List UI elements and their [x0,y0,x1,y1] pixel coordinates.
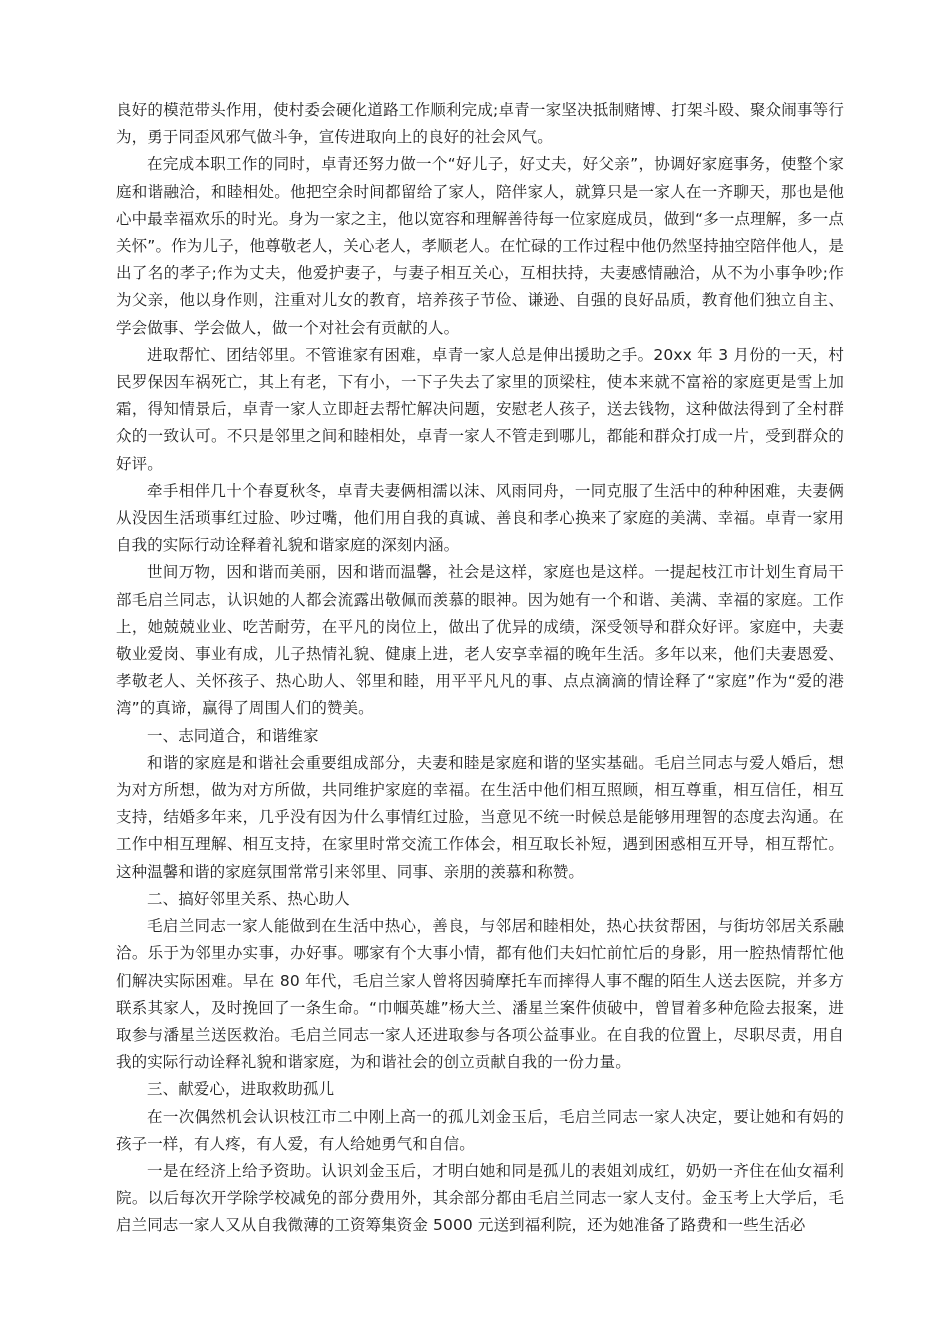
paragraph-4: 牵手相伴几十个春夏秋冬，卓青夫妻俩相濡以沫、风雨同舟，一同克服了生活中的种种困难，夫妻俩从没因生活琐事红过脸、吵过嘴，他们用自我的真诚、善良和孝心换来了家庭的美满、幸福。卓青一家用自我的实际行动诠释着礼貌和谐家庭的深刻内涵。 [116,481,844,555]
paragraph-8: 在一次偶然机会认识枝江市二中刚上高一的孤儿刘金玉后，毛启兰同志一家人决定，要让她和有妈的孩子一样，有人疼，有人爱，有人给她勇气和自信。 [116,1107,844,1153]
paragraph-3: 进取帮忙、团结邻里。不管谁家有困难，卓青一家人总是伸出援助之手。20xx 年 3 月份的一天，村民罗保因车祸死亡，其上有老，下有小，一下子失去了家里的顶梁柱，使本来就不富裕的家庭更是雪上加霜，得知情景后，卓青一家人立即赶去帮忙解决问题，安慰老人孩子，送去钱物，这种做法得到了全村群众的一致认可。不只是邻里之间和睦相处，卓青一家人不管走到哪儿，都能和群众打成一片，受到群众的好评。 [116,345,844,473]
document-body [116,97,844,1240]
section-heading-2: 二、搞好邻里关系、热心助人 [147,889,350,908]
section-heading-3: 三、献爱心，进取救助孤儿 [147,1080,335,1099]
paragraph-5: 世间万物，因和谐而美丽，因和谐而温馨，社会是这样，家庭也是这样。一提起枝江市计划生育局干部毛启兰同志，认识她的人都会流露出敬佩而羡慕的眼神。因为她有一个和谐、美满、幸福的家庭。工作上，她兢兢业业、吃苦耐劳，在平凡的岗位上，做出了优异的成绩，深受领导和群众好评。家庭中，夫妻敬业爱岗、事业有成，儿子热情礼貌、健康上进，老人安享幸福的晚年生活。多年以来，他们夫妻恩爱、孝敬老人、关怀孩子、热心助人、邻里和睦，用平平凡凡的事、点点滴滴的情诠释了“家庭”作为“爱的港湾”的真谛，赢得了周围人们的赞美。 [116,563,844,718]
paragraph-6: 和谐的家庭是和谐社会重要组成部分，夫妻和睦是家庭和谐的坚实基础。毛启兰同志与爱人婚后，想为对方所想，做为对方所做，共同维护家庭的幸福。在生活中他们相互照顾，相互尊重，相互信任，相互支持，结婚多年来，几乎没有因为什么事情红过脸，当意见不统一时候总是能够用理智的态度去沟通。在工作中相互理解、相互支持，在家里时常交流工作体会，相互取长补短，遇到困惑相互开导，相互帮忙。这种温馨和谐的家庭氛围常常引来邻里、同事、亲朋的羡慕和称赞。 [116,753,844,881]
section-heading-1: 一、志同道合，和谐维家 [147,726,319,745]
paragraph-1: 良好的模范带头作用，使村委会硬化道路工作顺利完成;卓青一家坚决抵制赌博、打架斗殴、聚众闹事等行为，勇于同歪风邪气做斗争，宣传进取向上的良好的社会风气。 [116,101,844,147]
paragraph-2: 在完成本职工作的同时，卓青还努力做一个“好儿子，好丈夫，好父亲”，协调好家庭事务，使整个家庭和谐融洽，和睦相处。他把空余时间都留给了家人，陪伴家人，就算只是一家人在一齐聊天，那也是他心中最幸福欢乐的时光。身为一家之主，他以宽容和理解善待每一位家庭成员，做到“多一点理解，多一点关怀”。作为儿子，他尊敬老人，关心老人，孝顺老人。在忙碌的工作过程中他仍然坚持抽空陪伴他人，是出了名的孝子;作为丈夫，他爱护妻子，与妻子相互关心，互相扶持，夫妻感情融洽，从不为小事争吵;作为父亲，他以身作则，注重对儿女的教育，培养孩子节俭、谦逊、自强的良好品质，教育他们独立自主、学会做事、学会做人，做一个对社会有贡献的人。 [116,155,844,337]
paragraph-9: 一是在经济上给予资助。认识刘金玉后，才明白她和同是孤儿的表姐刘成红，奶奶一齐住在仙女福利院。以后每次开学除学校减免的部分费用外，其余部分都由毛启兰同志一家人支付。金玉考上大学后，毛启兰同志一家人又从自我微薄的工资筹集资金 5000 元送到福利院，还为她准备了路费和一些生活必 [116,1161,844,1235]
paragraph-7: 毛启兰同志一家人能做到在生活中热心，善良，与邻居和睦相处，热心扶贫帮困，与街坊邻居关系融洽。乐于为邻里办实事，办好事。哪家有个大事小情，都有他们夫妇忙前忙后的身影，用一腔热情帮忙他们解决实际困难。早在 80 年代，毛启兰家人曾将因骑摩托车而摔得人事不醒的陌生人送去医院，并多方联系其家人，及时挽回了一条生命。“巾帼英雄”杨大兰、潘星兰案件侦破中，曾冒着多种危险去报案，进取参与潘星兰送医救治。毛启兰同志一家人还进取参与各项公益事业。在自我的位置上，尽职尽责，用自我的实际行动诠释礼貌和谐家庭，为和谐社会的创立贡献自我的一份力量。 [116,917,844,1072]
